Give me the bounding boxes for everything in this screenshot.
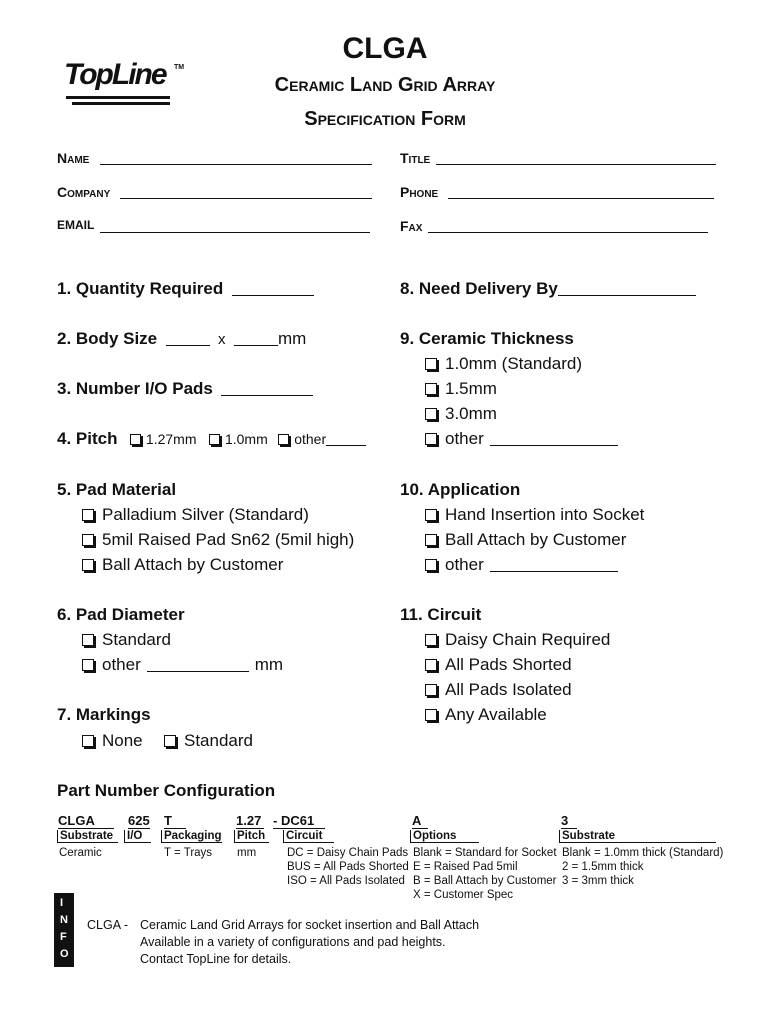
email-label: EMAIL [57, 218, 95, 232]
q10-other-field[interactable] [490, 557, 618, 572]
info-letter: N [60, 914, 68, 926]
checkbox[interactable] [425, 634, 437, 646]
q11-option-1[interactable]: Daisy Chain Required [425, 630, 610, 650]
checkbox[interactable] [164, 735, 176, 747]
checkbox[interactable] [82, 735, 94, 747]
pn-substrate-thickness-value: 2 = 1.5mm thick [562, 861, 644, 873]
q2-height-field[interactable] [234, 331, 278, 346]
q7-option-2[interactable]: Standard [164, 731, 253, 751]
pn-code-packaging: T [164, 813, 186, 829]
title-field[interactable] [436, 164, 716, 165]
checkbox[interactable] [425, 509, 437, 521]
q5-option-2[interactable]: 5mil Raised Pad Sn62 (5mil high) [82, 530, 354, 550]
q10-label: 10. Application [400, 480, 521, 499]
checkbox[interactable] [425, 358, 437, 370]
checkbox[interactable] [278, 434, 289, 445]
checkbox[interactable] [425, 709, 437, 721]
q1-quantity-field[interactable] [232, 281, 314, 296]
part-number-title: Part Number Configuration [57, 781, 276, 800]
info-line: Ceramic Land Grid Arrays for socket insertion and Ball Attach [140, 918, 480, 932]
q11-option-4[interactable]: Any Available [425, 705, 547, 725]
name-label: Name [57, 150, 90, 166]
q7-label: 7. Markings [57, 705, 151, 724]
checkbox[interactable] [209, 434, 220, 445]
q3-label: 3. Number I/O Pads [57, 379, 213, 398]
logo-trademark: TM [174, 64, 185, 71]
q5-option-3[interactable]: Ball Attach by Customer [82, 555, 283, 575]
q10-option-3[interactable]: other [425, 555, 618, 575]
form-subtitle-1: Ceramic Land Grid Array [274, 74, 496, 96]
checkbox[interactable] [425, 534, 437, 546]
pn-options-value: Blank = Standard for Socket [413, 847, 557, 859]
phone-field[interactable] [448, 198, 714, 199]
q1-label: 1. Quantity Required [57, 279, 224, 298]
logo-text: TopLine [64, 58, 166, 91]
company-field[interactable] [120, 198, 372, 199]
fax-field[interactable] [428, 232, 708, 233]
pn-circuit-value: DC = Daisy Chain Pads [287, 847, 409, 859]
logo-underline [72, 102, 170, 105]
pn-substrate-thickness-value: Blank = 1.0mm thick (Standard) [562, 847, 724, 859]
q2-unit: mm [278, 329, 307, 348]
checkbox[interactable] [82, 509, 94, 521]
q11-label: 11. Circuit [400, 605, 482, 624]
pn-code-pitch: 1.27 [236, 813, 264, 829]
q9-other-field[interactable] [490, 431, 618, 446]
checkbox[interactable] [82, 534, 94, 546]
info-line: Contact TopLine for details. [140, 952, 292, 966]
checkbox[interactable] [425, 408, 437, 420]
q5-option-1[interactable]: Palladium Silver (Standard) [82, 505, 309, 525]
q4-option-2[interactable]: 1.0mm [209, 431, 268, 447]
checkbox[interactable] [82, 659, 94, 671]
phone-label: Phone [400, 184, 439, 200]
fax-label: Fax [400, 218, 423, 234]
form-title: CLGA [342, 32, 428, 65]
pn-header-options: Options [410, 830, 479, 843]
q1-quantity [57, 279, 314, 299]
pn-circuit-value: BUS = All Pads Shorted [287, 861, 409, 873]
info-letter: I [60, 897, 64, 909]
pn-code-substrate: CLGA [58, 813, 114, 829]
info-prefix: CLGA - [87, 918, 128, 932]
q4-other-field[interactable] [326, 431, 366, 446]
pn-packaging-value: T = Trays [164, 847, 213, 859]
pn-header-pitch: Pitch [234, 830, 269, 843]
info-bar [54, 893, 74, 967]
pn-substrate-value: Ceramic [59, 847, 102, 859]
pn-header-io: I/O [124, 830, 151, 843]
q11-option-3[interactable]: All Pads Isolated [425, 680, 572, 700]
pn-options-value: X = Customer Spec [413, 889, 514, 901]
company-label: Company [57, 184, 111, 200]
checkbox[interactable] [82, 559, 94, 571]
q8-delivery [400, 279, 696, 299]
q11-option-2[interactable]: All Pads Shorted [425, 655, 572, 675]
pn-code-io: 625 [128, 813, 150, 828]
checkbox[interactable] [425, 684, 437, 696]
q9-option-4[interactable]: other [425, 429, 618, 449]
q6-option-1[interactable]: Standard [82, 630, 171, 650]
q6-other-field[interactable] [147, 657, 249, 672]
checkbox[interactable] [425, 433, 437, 445]
q7-option-1[interactable]: None [82, 731, 143, 751]
q10-option-2[interactable]: Ball Attach by Customer [425, 530, 626, 550]
checkbox[interactable] [425, 559, 437, 571]
q9-option-3[interactable]: 3.0mm [425, 404, 497, 424]
pn-code-options: A [412, 813, 428, 829]
info-letter: O [60, 948, 69, 960]
q2-label: 2. Body Size [57, 329, 158, 348]
pn-options-value: E = Raised Pad 5mil [413, 861, 518, 873]
info-letter: F [60, 931, 67, 943]
q3-pads-field[interactable] [221, 381, 313, 396]
info-line: Available in a variety of configurations and pad heights. [140, 935, 446, 949]
pn-substrate-thickness-value: 3 = 3mm thick [562, 875, 634, 887]
pn-pitch-value: mm [237, 847, 257, 859]
q9-option-1[interactable]: 1.0mm (Standard) [425, 354, 582, 374]
q6-label: 6. Pad Diameter [57, 605, 185, 624]
checkbox[interactable] [425, 383, 437, 395]
q4-label: 4. Pitch [57, 429, 118, 448]
title-label: Title [400, 150, 431, 166]
pn-header-circuit: Circuit [283, 830, 334, 843]
q2-x: x [218, 331, 226, 348]
q8-date-field[interactable] [558, 281, 696, 296]
pn-header-substrate-thickness: Substrate [559, 830, 716, 843]
q5-label: 5. Pad Material [57, 480, 177, 499]
pn-code-circuit: - DC61 [273, 813, 325, 829]
pn-code-substrate-thickness: 3 [561, 813, 577, 829]
checkbox[interactable] [130, 434, 141, 445]
pn-circuit-value: ISO = All Pads Isolated [287, 875, 405, 887]
q2-width-field[interactable] [166, 331, 210, 346]
q8-label: 8. Need Delivery By [400, 279, 558, 298]
pn-header-substrate: Substrate [57, 830, 118, 843]
q4-option-3[interactable]: other [278, 431, 366, 447]
pn-header-packaging: Packaging [161, 830, 222, 843]
q3-io-pads [57, 379, 313, 399]
pn-options-value: B = Ball Attach by Customer [413, 875, 557, 887]
name-field[interactable] [100, 164, 372, 165]
email-field[interactable] [100, 232, 370, 233]
q9-option-2[interactable]: 1.5mm [425, 379, 497, 399]
checkbox[interactable] [425, 659, 437, 671]
checkbox[interactable] [82, 634, 94, 646]
form-subtitle-2: Specification Form [304, 108, 466, 130]
q10-option-1[interactable]: Hand Insertion into Socket [425, 505, 644, 525]
q4-pitch [57, 429, 366, 449]
q9-label: 9. Ceramic Thickness [400, 329, 574, 348]
q2-body-size [57, 329, 306, 349]
q6-option-2[interactable]: other mm [82, 655, 283, 675]
q4-option-1[interactable]: 1.27mm [130, 431, 197, 447]
